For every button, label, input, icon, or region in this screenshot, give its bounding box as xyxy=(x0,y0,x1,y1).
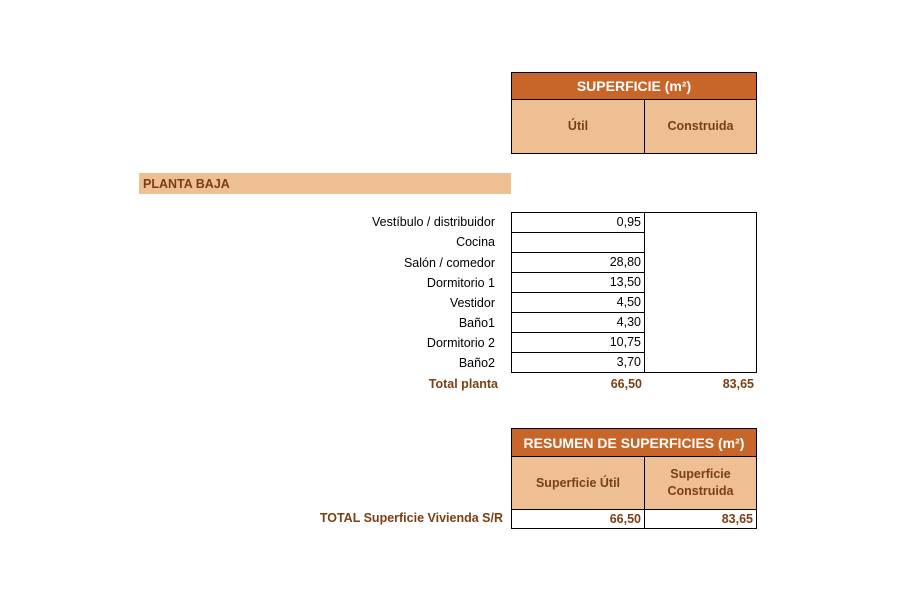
summary-total-label: TOTAL Superficie Vivienda S/R xyxy=(319,511,503,525)
total-planta-label: Total planta xyxy=(428,377,498,391)
room-util-cell[interactable]: 13,50 xyxy=(511,272,645,293)
room-util-cell[interactable]: 28,80 xyxy=(511,252,645,273)
room-util-cell[interactable]: 10,75 xyxy=(511,332,645,353)
summary-header-title: RESUMEN DE SUPERFICIES (m²) xyxy=(511,428,757,457)
total-planta-util: 66,50 xyxy=(610,377,642,391)
total-planta-construida: 83,65 xyxy=(722,377,754,391)
summary-total-construida: 83,65 xyxy=(644,509,757,529)
room-label: Baño2 xyxy=(458,356,495,370)
col-construida-header: Construida xyxy=(644,99,757,154)
surface-header-title: SUPERFICIE (m²) xyxy=(511,72,757,100)
room-util-cell[interactable] xyxy=(511,232,645,253)
room-util-cell[interactable]: 4,30 xyxy=(511,312,645,333)
room-label: Vestidor xyxy=(449,296,495,310)
room-label: Salón / comedor xyxy=(403,256,495,270)
room-util-cell[interactable]: 4,50 xyxy=(511,292,645,313)
room-label: Cocina xyxy=(456,235,495,249)
summary-col-util-header: Superficie Útil xyxy=(511,456,645,510)
room-label: Baño1 xyxy=(458,316,495,330)
room-label: Dormitorio 2 xyxy=(426,336,495,350)
room-util-cell[interactable]: 0,95 xyxy=(511,212,645,233)
room-label: Vestíbulo / distribuidor xyxy=(372,215,495,229)
room-label: Dormitorio 1 xyxy=(426,276,495,290)
summary-total-util: 66,50 xyxy=(511,509,645,529)
summary-col-construida-header xyxy=(644,456,757,510)
section-planta-baja: PLANTA BAJA xyxy=(139,173,511,194)
construida-column xyxy=(644,212,757,373)
room-util-cell[interactable]: 3,70 xyxy=(511,352,645,373)
summary-col-construida-line1: Superficie xyxy=(670,467,731,481)
col-util-header: Útil xyxy=(511,99,645,154)
summary-col-construida-line2: Construida xyxy=(667,484,734,498)
